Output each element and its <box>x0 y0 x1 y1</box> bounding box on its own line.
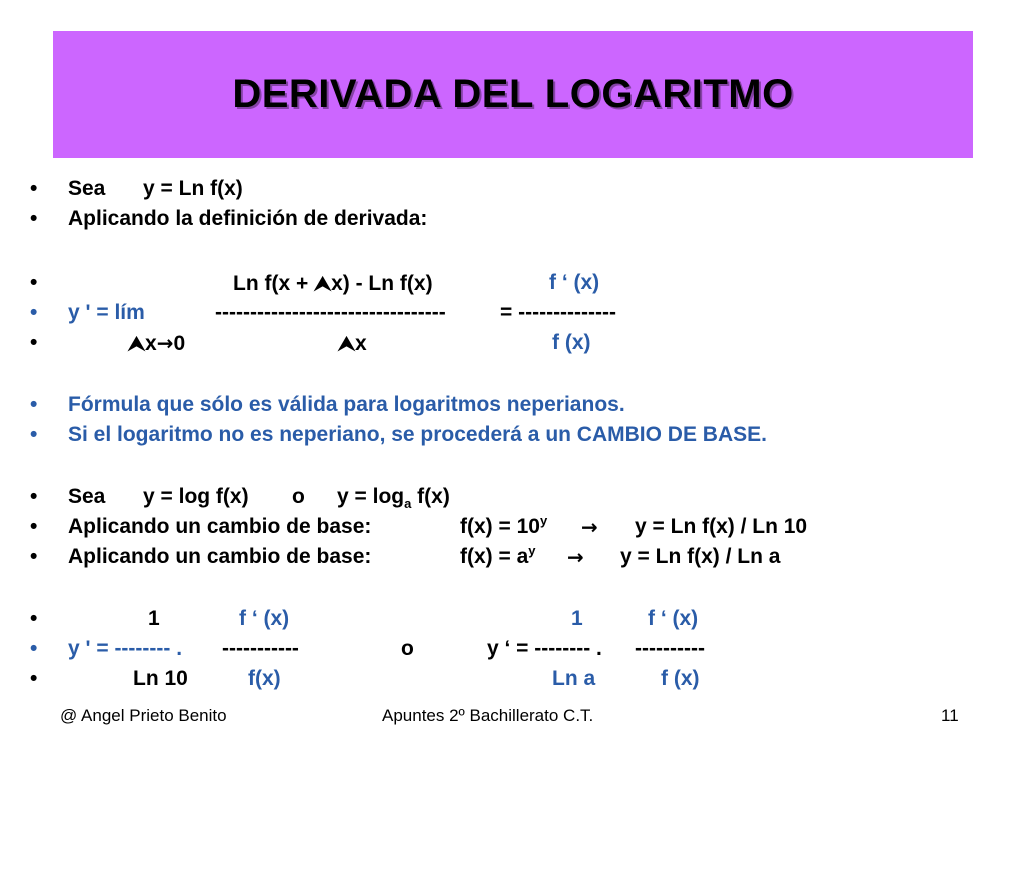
result-lhs: y ' = -------- . <box>68 637 183 660</box>
text-o: o <box>401 637 414 660</box>
denominator-fx: f (x) <box>661 667 700 690</box>
bullet-marker: • <box>30 545 38 568</box>
bullet-marker: • <box>30 207 38 230</box>
bullet-marker: • <box>30 637 38 660</box>
numerator-fprime: f ‘ (x) <box>239 607 290 630</box>
delta-icon: ⮝ <box>338 331 355 355</box>
bullet-marker: • <box>30 667 38 690</box>
text-formula-valid: Fórmula que sólo es válida para logaritmos neperianos. <box>68 393 625 416</box>
footer-author: @ Angel Prieto Benito <box>60 706 227 725</box>
log-arg: f(x) <box>411 485 450 508</box>
fraction-bar: ---------- <box>635 637 705 660</box>
denominator-expression <box>338 328 367 359</box>
text-y-ln: y = Ln f(x) <box>143 177 243 200</box>
text-o: o <box>292 485 305 508</box>
bullet-marker: • <box>30 607 38 630</box>
numerator-part: Ln f(x + <box>233 272 315 295</box>
exponent: y <box>528 543 536 558</box>
bullet-marker: • <box>30 393 38 416</box>
base-eq: f(x) = 10 <box>460 515 540 538</box>
denominator-var: x <box>355 332 367 355</box>
fraction-bar: ----------- <box>222 637 299 660</box>
text-aplicando-cambio: Aplicando un cambio de base: <box>68 545 372 568</box>
title-banner <box>53 31 973 158</box>
result-rhs: y ‘ = -------- . <box>487 637 602 660</box>
text-y-prime-result <box>68 634 182 664</box>
bullet-result-bars <box>30 634 1000 664</box>
numerator-expression <box>233 268 433 299</box>
arrow-right-icon: → <box>581 515 598 539</box>
bullet-cambio-base-10 <box>30 512 1000 542</box>
text-y-ln-10: y = Ln f(x) / Ln 10 <box>635 515 808 538</box>
limit-var: x <box>145 332 157 355</box>
text-sea: Sea <box>68 177 106 200</box>
bullet-formula-note <box>30 390 1000 420</box>
bullet-cambio-base-a <box>30 542 1000 572</box>
fraction-bar: --------------------------------- <box>215 301 446 324</box>
limit-subscript <box>128 328 185 359</box>
text-aplicando-cambio: Aplicando un cambio de base: <box>68 515 372 538</box>
bullet-marker: • <box>30 485 38 508</box>
footer-page-number: 11 <box>941 706 959 725</box>
text-y-log-a <box>337 482 450 512</box>
text-y-ln-a: y = Ln f(x) / Ln a <box>620 545 781 568</box>
arrow-right-icon: → <box>156 331 174 355</box>
bullet-result-numerators <box>30 604 1000 634</box>
numerator-part: x) - Ln f(x) <box>331 272 433 295</box>
bullet-marker: • <box>30 515 38 538</box>
bullet-result-denominators <box>30 664 1000 694</box>
numerator-one: 1 <box>571 607 583 630</box>
bullet-fraction-denominator <box>30 328 1000 358</box>
denominator-ln10: Ln 10 <box>133 667 188 690</box>
bullet-marker: • <box>30 271 38 294</box>
text-sea: Sea <box>68 485 106 508</box>
bullet-marker: • <box>30 331 38 354</box>
result-denominator: f (x) <box>552 331 591 354</box>
denominator-fx: f(x) <box>248 667 281 690</box>
result-numerator: f ‘ (x) <box>549 271 600 294</box>
bullet-marker: • <box>30 423 38 446</box>
slide-title: DERIVADA DEL LOGARITMO <box>232 72 794 116</box>
bullet-marker: • <box>30 177 38 200</box>
text-y-prime-lim: y ' = lím <box>68 301 145 324</box>
text-cambio-base: Si el logaritmo no es neperiano, se procederá a un CAMBIO DE BASE. <box>68 423 767 446</box>
text-fx-10y <box>460 512 547 542</box>
delta-icon: ⮝ <box>314 271 332 295</box>
bullet-change-base-note <box>30 420 1000 450</box>
base-eq: f(x) = a <box>460 545 529 568</box>
log-text: y = log <box>337 485 405 508</box>
bullet-fraction-numerator <box>30 268 1000 298</box>
exponent: y <box>539 513 548 528</box>
bullet-definicion <box>30 204 1000 234</box>
bullet-marker: • <box>30 301 38 324</box>
text-fx-ay <box>460 542 536 572</box>
bullet-sea-ln <box>30 174 1000 204</box>
footer-course: Apuntes 2º Bachillerato C.T. <box>382 706 594 725</box>
numerator-fprime: f ‘ (x) <box>648 607 699 630</box>
bullet-sea-log <box>30 482 1000 512</box>
text-aplicando-definicion: Aplicando la definición de derivada: <box>68 207 428 230</box>
delta-icon: ⮝ <box>128 331 145 355</box>
log-base: a <box>404 496 412 512</box>
text-y-log: y = log f(x) <box>143 485 249 508</box>
bullet-limit-line <box>30 298 1000 328</box>
fraction-bar-result: = -------------- <box>500 301 617 324</box>
denominator-lna: Ln a <box>552 667 596 690</box>
numerator-one: 1 <box>148 607 160 630</box>
arrow-right-icon: → <box>567 545 584 569</box>
limit-zero: 0 <box>173 332 186 355</box>
